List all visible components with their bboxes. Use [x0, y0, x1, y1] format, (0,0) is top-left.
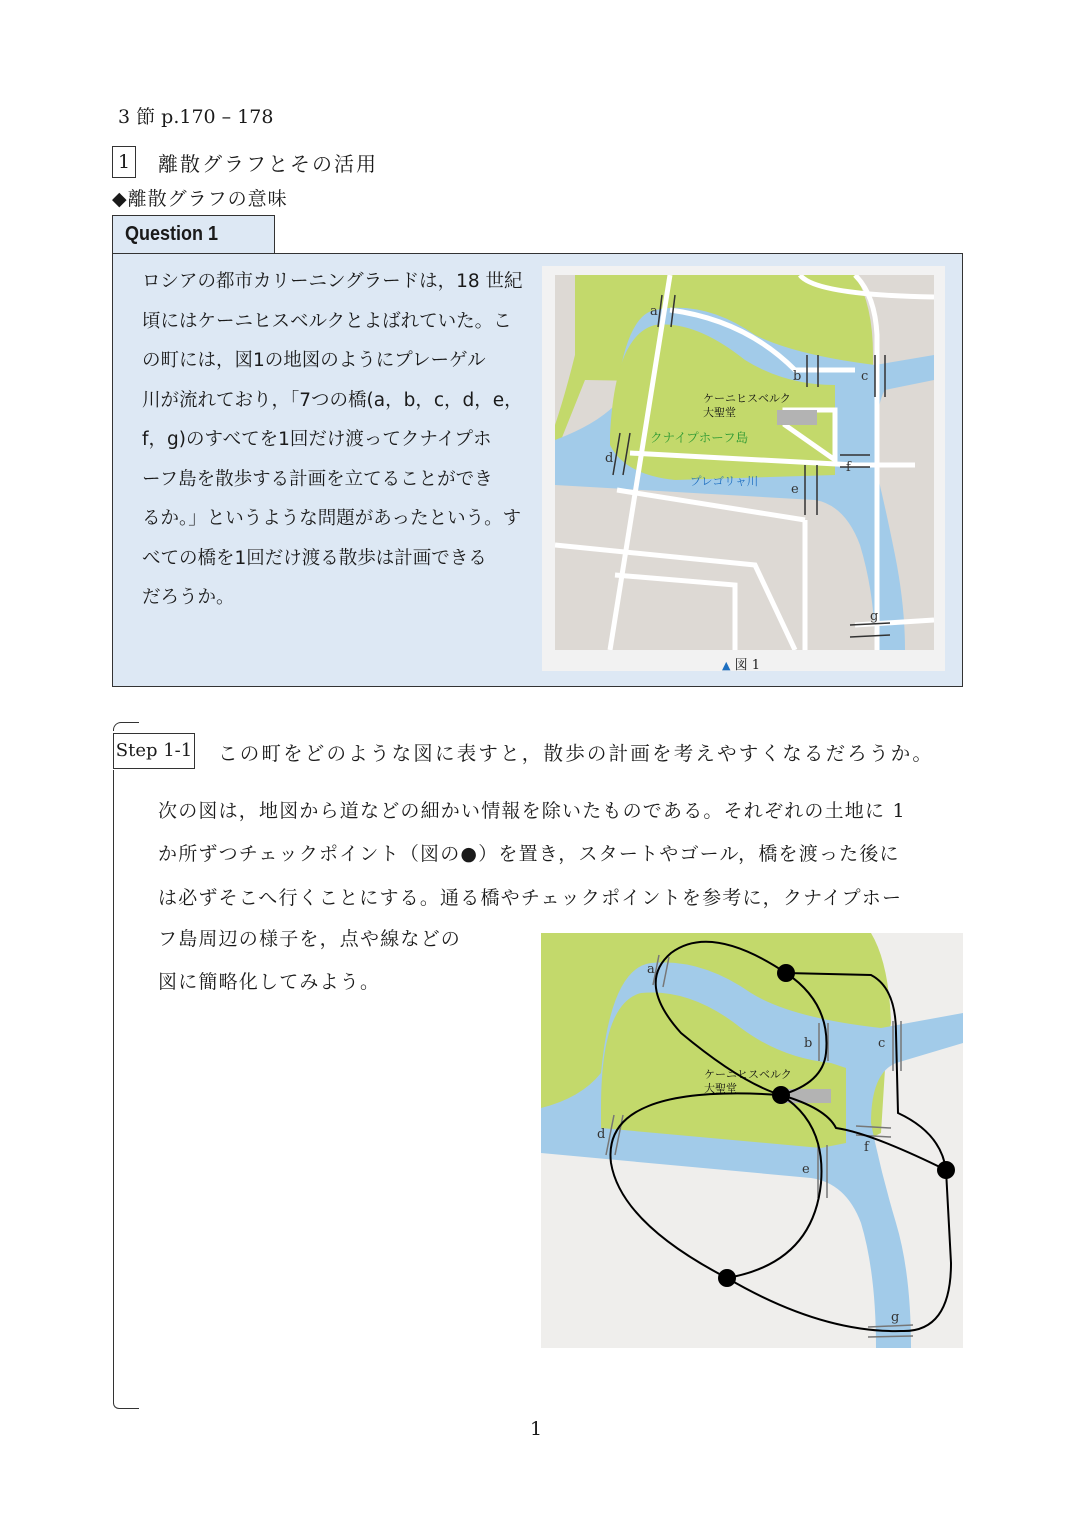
bridge-label-c: c: [861, 369, 869, 384]
cathedral-label-2: 大聖堂: [704, 1082, 737, 1095]
step-body-line: 次の図は，地図から道などの細かい情報を除いたものである。それぞれの土地に 1: [158, 800, 906, 822]
bridge-label-d: d: [605, 451, 614, 466]
bridge-label-c: c: [878, 1036, 886, 1051]
question-line: f，g)のすべてを1回だけ渡ってクナイプホ: [142, 429, 492, 450]
question-line: だろうか。: [142, 587, 235, 608]
cathedral-label-1: ケーニヒスベルク: [704, 1068, 792, 1081]
step-bracket-top: [113, 722, 139, 731]
checkpoint-north-bank: [777, 964, 795, 982]
step-body-line: 図に簡略化してみよう。: [158, 971, 381, 994]
bridge-label-f: f: [846, 460, 851, 475]
question-tab: [112, 215, 275, 254]
step-body-line: か所ずつチェックポイント（図の●）を置き，スタートやゴール，橋を渡った後に: [158, 843, 900, 866]
cathedral-building: [777, 410, 817, 425]
step-label: Step 1-1: [113, 733, 195, 769]
figure-1-caption: [722, 654, 760, 673]
bridge-label-f: f: [864, 1140, 869, 1155]
question-text: [142, 262, 530, 618]
question-line: ロシアの都市カリーニングラードは，18 世紀: [142, 271, 523, 292]
page-number: 1: [530, 1418, 543, 1440]
bridge-label-a: a: [650, 304, 658, 319]
figure-1-map: [555, 275, 934, 650]
cathedral-label-2: 大聖堂: [703, 406, 736, 419]
chapter-number: 1: [112, 146, 136, 178]
checkpoint-south-bank: [718, 1269, 736, 1287]
triangle-icon: ▲: [722, 659, 731, 672]
question-line: るか。」というような問題があったという。す: [142, 508, 522, 529]
step-bracket: [113, 770, 139, 1409]
bridge-label-b: b: [793, 369, 802, 384]
river-label: プレゴリャ川: [690, 474, 759, 488]
question-line: ーフ島を散歩する計画を立てることができ: [142, 468, 493, 490]
step-body: [158, 790, 968, 920]
checkpoint-east-bank: [937, 1161, 955, 1179]
bridge-label-g: g: [870, 609, 879, 624]
step-question: この町をどのような図に表すと，散歩の計画を考えやすくなるだろうか。: [218, 742, 935, 765]
question-line: の町には，図1の地図のようにプレーゲル: [142, 350, 486, 371]
question-line: 頃にはケーニヒスベルクとよばれていた。こ: [142, 310, 512, 332]
question-line: べての橋を1回だけ渡る散歩は計画できる: [142, 547, 487, 569]
bridge-label-e: e: [802, 1162, 810, 1177]
step-body-tail: [158, 918, 518, 1005]
question-tab-label: Question 1: [125, 223, 219, 245]
bridge-label-g: g: [891, 1310, 900, 1325]
island-label: クナイプホーフ島: [650, 430, 749, 445]
sub-heading: ◆離散グラフの意味: [112, 188, 288, 210]
figure-1-caption-text: 図 1: [734, 658, 761, 673]
section-reference: 3 節 p.170 – 178: [118, 106, 274, 128]
bridge-label-b: b: [804, 1036, 813, 1051]
bridge-label-d: d: [597, 1127, 606, 1142]
cathedral-label-1: ケーニヒスベルク: [703, 392, 791, 405]
simplified-map: [541, 933, 963, 1348]
bridge-label-e: e: [791, 482, 799, 497]
step-body-line: は必ずそこへ行くことにする。通る橋やチェックポイントを参考に，クナイプホー: [158, 886, 903, 909]
step-body-line: フ島周辺の様子を，点や線などの: [158, 928, 462, 950]
question-line: 川が流れており，「7つの橋(a，b，c，d，e，: [142, 389, 523, 411]
bridge-label-a: a: [647, 962, 655, 977]
checkpoint-island: [772, 1086, 790, 1104]
chapter-title: 離散グラフとその活用: [158, 152, 378, 176]
